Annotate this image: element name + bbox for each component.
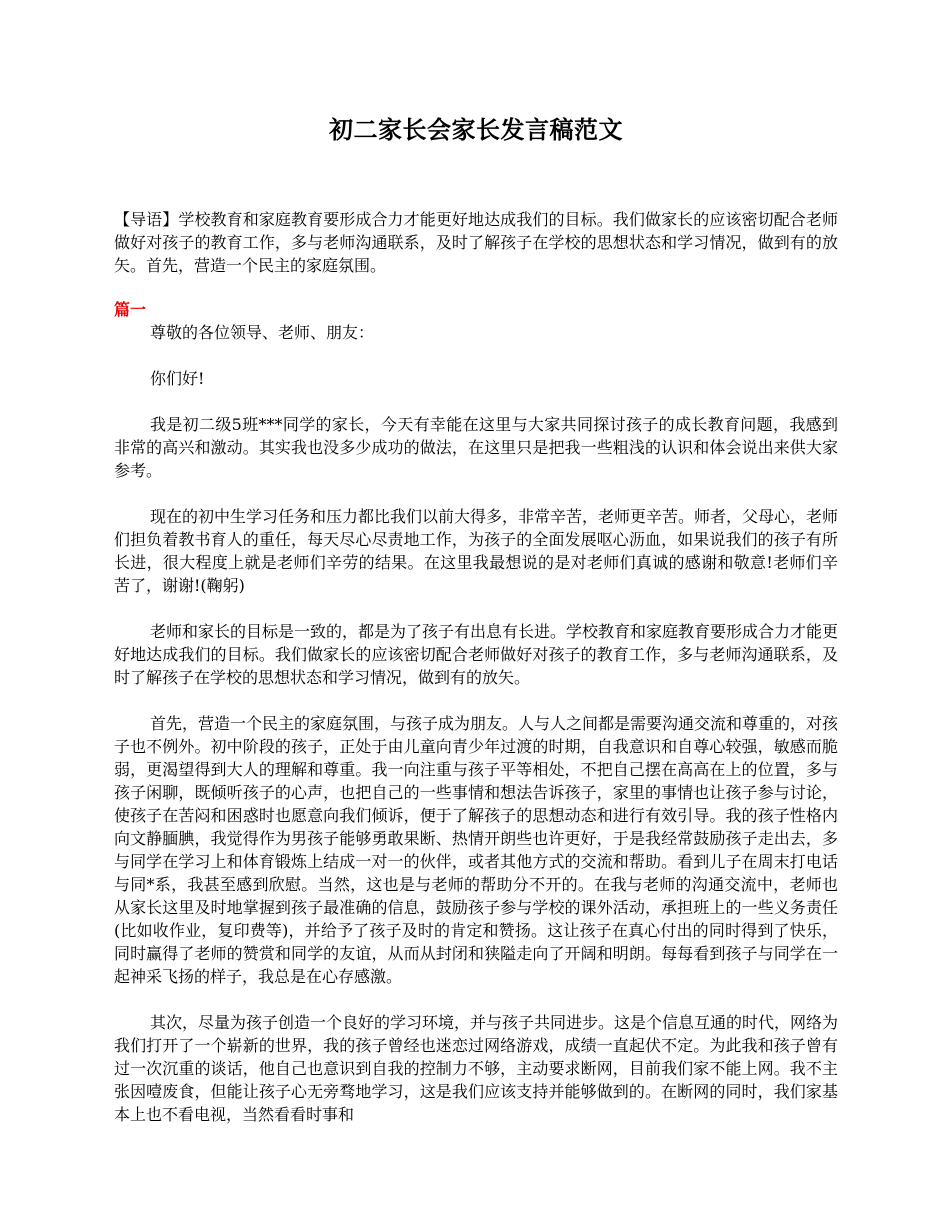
- intro-paragraph: 【导语】学校教育和家庭教育要形成合力才能更好地达成我们的目标。我们做家长的应该密切配合老师做好对孩子的教育工作，多与老师沟通联系，及时了解孩子在学校的思想状态和学习情况，做到有的放矢。首先，营造一个民主的家庭氛围。: [114, 210, 838, 275]
- section-heading: 篇一: [114, 300, 147, 319]
- body-paragraph: 现在的初中生学习任务和压力都比我们以前大得多，非常辛苦，老师更辛苦。师者，父母心，老师们担负着教书育人的重任，每天尽心尽责地工作，为孩子的全面发展呕心沥血，如果说我们的孩子有所长进，很大程度上就是老师们辛劳的结果。在这里我最想说的是对老师们真诚的感谢和敬意!老师们辛苦了，谢谢!(鞠躬): [114, 507, 839, 595]
- greeting-paragraph: 你们好!: [150, 369, 205, 388]
- body-paragraph: 首先，营造一个民主的家庭氛围，与孩子成为朋友。人与人之间都是需要沟通交流和尊重的，对孩子也不例外。初中阶段的孩子，正处于由儿童向青少年过渡的时期，自我意识和自尊心较强，敏感而脆弱，更渴望得到大人的理解和尊重。我一向注重与孩子平等相处，不把自己摆在高高在上的位置，多与孩子闲聊，既倾听孩子的心声，也把自己的一些事情和想法告诉孩子，家里的事情也让孩子参与讨论，使孩子在苦闷和困惑时也愿意向我们倾诉，便于了解孩子的思想动态和进行有效引导。我的孩子性格内向文静腼腆，我觉得作为男孩子能够勇敢果断、热情开朗些也许更好，于是我经常鼓励孩子走出去，多与同学在学习上和体育锻炼上结成一对一的伙伴，或者其他方式的交流和帮助。看到儿子在周末打电话与同*系，我甚至感到欣慰。当然，这也是与老师的帮助分不开的。在我与老师的沟通交流中，老师也从家长这里及时地掌握到孩子最准确的信息，鼓励孩子参与学校的课外活动，承担班上的一些义务责任(比如收作业，复印费等)，并给予了孩子及时的肯定和赞扬。这让孩子在真心付出的同时得到了快乐，同时赢得了老师的赞赏和同学的友谊，从而从封闭和狭隘走向了开阔和明朗。每每看到孩子与同学在一起神采飞扬的样子，我总是在心存感激。: [114, 714, 839, 986]
- document-title: 初二家长会家长发言稿范文: [329, 115, 623, 144]
- body-paragraph: 我是初二级5班***同学的家长，今天有幸能在这里与大家共同探讨孩子的成长教育问题，我感到非常的高兴和激动。其实我也没多少成功的做法，在这里只是把我一些粗浅的认识和体会说出来供大家参考。: [114, 415, 838, 480]
- salutation-paragraph: 尊敬的各位领导、老师、朋友：: [150, 323, 375, 342]
- body-paragraph: 老师和家长的目标是一致的，都是为了孩子有出息有长进。学校教育和家庭教育要形成合力才能更好地达成我们的目标。我们做家长的应该密切配合老师做好对孩子的教育工作，多与老师沟通联系，及时了解孩子在学校的思想状态和学习情况，做到有的放矢。: [114, 622, 839, 687]
- body-paragraph: 其次，尽量为孩子创造一个良好的学习环境，并与孩子共同进步。这是个信息互通的时代，网络为我们打开了一个崭新的世界，我的孩子曾经也迷恋过网络游戏，成绩一直起伏不定。为此我和孩子曾有过一次沉重的谈话，他自己也意识到自我的控制力不够，主动要求断网，目前我们家不能上网。我不主张因噎废食，但能让孩子心无旁骛地学习，这是我们应该支持并能够做到的。在断网的同时，我们家基本上也不看电视，当然看看时事和: [114, 1013, 839, 1124]
